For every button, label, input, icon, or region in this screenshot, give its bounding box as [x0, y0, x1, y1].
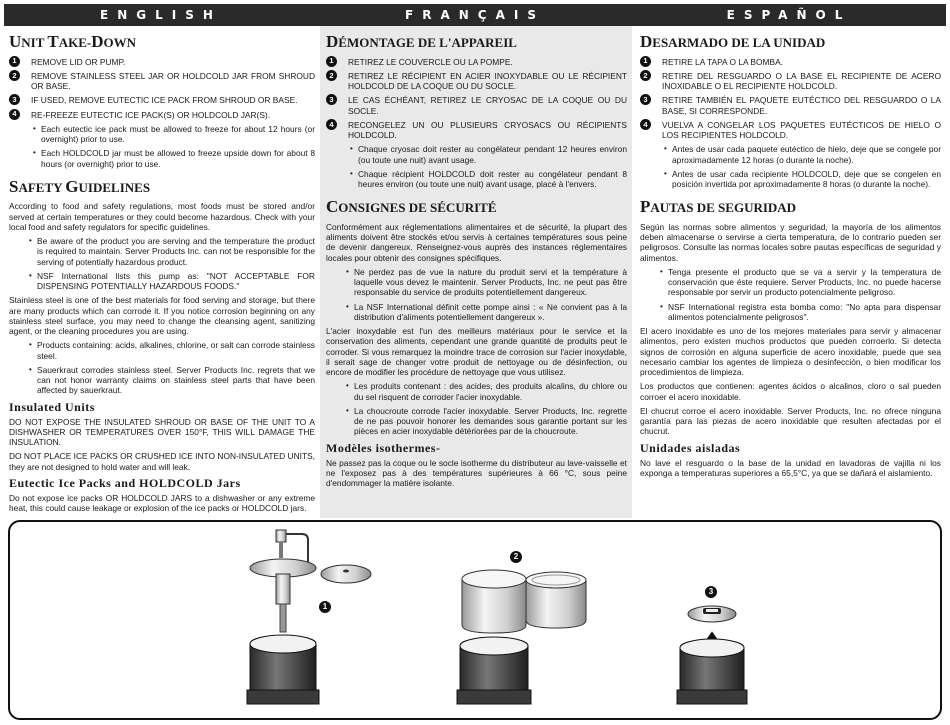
en-safety-title: SAFETY GUIDELINES	[9, 176, 151, 196]
header-francais: FRANÇAIS	[405, 8, 545, 22]
es-step-2: 2 RETIRE DEL RESGUARDO O LA BASE EL RECIPIENTE DE ACERO INOXIDABLE O EL RECIPIENTE HOLDCOLD.	[640, 71, 941, 92]
figure-badge-1: 1	[319, 601, 331, 613]
en-stainless-paragraph: Stainless steel is one of the best materials for food serving and storage, but there are many products which can corrode it. If you notice corrosion beginning on any stainless steel surface, you may need to change the cleansing agent, sanitizing agent, or the cleaning procedures you are using.	[9, 295, 315, 337]
fr-stainless-paragraph: L'acier inoxydable est l'un des meilleurs matériaux pour le service et la conservation des aliments, cependant une grande quantité de produits peut le corroder. Si vous remarquez la moindre trace de corrosion sur l'acier inoxydable, il serait sage de changer votre produit de nettoyage ou de désinfection, ou encore de modifier les procédure de nettoyage que vous utilisez.	[326, 326, 627, 378]
en-step-4: 4 RE-FREEZE EUTECTIC ICE PACK(S) OR HOLDCOLD JAR(S).	[9, 110, 315, 120]
en-safety-bullet: • NSF International lists this pump as: "NOT ACCEPTABLE FOR DISPENSING POTENTIALLY HAZARDOUS FOODS."	[29, 270, 315, 292]
es-safety-title: PAUTAS DE SEGURIDAD	[640, 197, 797, 217]
fr-iso-title: Modèles isothermes-	[326, 440, 441, 455]
en-safety-bullet: • Be aware of the product you are serving and the temperature the product is required to maintain. Server Products Inc. can not be responsible for the serving of potentially hazardous product.	[29, 236, 315, 267]
en-eutectic-title: Eutectic Ice Packs and HOLDCOLD Jars	[9, 475, 241, 490]
fr-safety-bullet: • La NSF International définit cette pompe ainsi : « Ne convient pas à la distribution d'aliments potentiellement dangereux ».	[346, 301, 627, 322]
base-shroud-icon	[247, 635, 319, 704]
en-step-3: 3 IF USED, REMOVE EUTECTIC ICE PACK FROM SHROUD OR BASE.	[9, 95, 315, 105]
en-corrosion-bullet: • Products containing: acids, alkalines, chlorine, or salt can corrode stainless steel.	[29, 340, 315, 361]
disassembly-illustration-panel	[8, 520, 942, 720]
en-takedown-title: UNIT TAKE-DOWN	[9, 32, 137, 51]
es-chucrut-paragraph: El chucrut corroe el acero inoxidable. Server Products, Inc. no ofrece ninguna garantía para las piezas de acero inoxidable que resulten afectadas por el chucrut.	[640, 405, 941, 437]
fr-safety-title: CONSIGNES DE SÉCURITÉ	[326, 197, 497, 217]
es-step-bullet: • Antes de usar cada paquete eutéctico de hielo, deje que se congele por aproximadamente 12 horas (o durante la noche).	[664, 144, 941, 165]
en-step-bullet: • Each HOLDCOLD jar must be allowed to freeze upside down for about 8 hours (or overnight) prior to use.	[33, 148, 315, 169]
en-step-bullet: • Each eutectic ice pack must be allowed to freeze for about 12 hours (or overnight) prior to use.	[33, 123, 315, 145]
fr-safety-bullet: • Ne perdez pas de vue la nature du produit servi et la température à laquelle vous devez le maintenir. Server Products, Inc. ne peut pas être responsable du service de produits potentiellement dangereux.	[346, 266, 627, 298]
base-shroud-icon	[677, 639, 747, 704]
es-safety-bullet: • NSF International registra esta bomba como: "No apta para dispensar alimentos potencialmente peligrosos".	[660, 301, 941, 322]
fr-step-bullet: • Chaque récipient HOLDCOLD doit rester au congélateur pendant 8 heures environ (ou toute une nuit) avant usage, placé à l'envers.	[350, 168, 627, 190]
es-step-bullet: • Antes de usar cada recipiente HOLDCOLD, deje que se congelen en posición invertida por aproximadamente 8 horas (o durante la noche).	[664, 168, 941, 190]
english-column	[4, 26, 320, 518]
fr-step-1: 1 RETIREZ LE COUVERCLE OU LA POMPE.	[326, 57, 627, 67]
ice-pack-icon	[688, 606, 736, 622]
es-step-3: 3 RETIRE TAMBIÉN EL PAQUETE EUTÉCTICO DEL RESGUARDO O LA BASE, SI CORRESPONDE.	[640, 95, 941, 116]
figure-badge-3: 3	[705, 586, 717, 598]
es-safety-bullet: • Tenga presente el producto que se va a servir y la temperatura de conservación que éste requiere. Server Products, Inc. no puede hacerse responsable por servir un producto potencialmente peligroso.	[660, 266, 941, 298]
es-aisladas-paragraph: No lave el resguardo o la base de la unidad en lavadoras de vajilla ni los exponga a temperaturas superiores a 65,5°C, ya que se dañará el aislamiento.	[640, 457, 941, 478]
base-shroud-icon	[457, 637, 531, 704]
es-safety-paragraph: Según las normas sobre alimentos y seguridad, la mayoría de los alimentos deben almacenarse o servirse a cierta temperatura, de lo contrario pueden ser peligrosos. Consulte las normas locales sobre pautas específicas de seguridad y alimentos.	[640, 221, 941, 263]
header-english: ENGLISH	[100, 8, 222, 22]
pump-icon	[250, 530, 316, 632]
fr-step-4: 4 RECONGELEZ UN OU PLUSIEURS CRYOSACS OU RÉCIPIENTS HOLDCOLD.	[326, 120, 627, 141]
french-column	[320, 26, 632, 518]
en-step-1: 1 REMOVE LID OR PUMP.	[9, 57, 315, 67]
es-aisladas-title: Unidades aisladas	[640, 440, 741, 455]
stainless-jar-icon	[462, 570, 526, 633]
fr-iso-paragraph: Ne passez pas la coque ou le socle isotherme du distributeur au lave-vaisselle et ne l'exposez pas à des températures supérieures à 66 °C, sous peine d'endommager la matière isolante.	[326, 457, 627, 489]
fr-step-2: 2 RETIREZ LE RÉCIPIENT EN ACIER INOXYDABLE OU LE RÉCIPIENT HOLDCOLD DE LA COQUE OU DU SOCLE.	[326, 71, 627, 92]
en-insulated-title: Insulated Units	[9, 399, 95, 414]
figure-badge-2: 2	[510, 551, 522, 563]
lid-icon	[321, 565, 371, 583]
en-step-2: 2 REMOVE STAINLESS STEEL JAR OR HOLDCOLD JAR FROM SHROUD OR BASE.	[9, 71, 315, 92]
fr-corrosion-bullet: • La choucroute corrode l'acier inoxydable. Server Products, Inc. regrette de ne pas pouvoir honorer les demandes sous garantie portant sur les pièces en acier inoxydable détériorées par de la choucroute.	[346, 405, 627, 437]
es-stainless-paragraph: El acero inoxidable es uno de los mejores materiales para servir y almacenar alimentos, pero existen muchos productos que pueden corroerlo. Si detecta signos de corrosión en alguna superficie de acero inoxidable, puede que sea necesario cambiar los agentes de limpieza o desinfección, o bien modificar los procedimientos de limpieza.	[640, 326, 941, 378]
en-eutectic-paragraph: Do not expose ice packs OR HOLDCOLD JARS to a dishwasher or any extreme heat, this could cause leakage or explosion of the ice packs or HOLDCOLD jars.	[9, 492, 315, 514]
en-corrosion-bullet: • Sauerkraut corrodes stainless steel. Server Products Inc. regrets that we can not honor warranty claims on stainless steel parts that have been affected by sauerkraut.	[29, 364, 315, 396]
fr-corrosion-bullet: • Les produits contenant : des acides, des produits alcalins, du chlore ou du sel risquent de corroder l'acier inoxydable.	[346, 381, 627, 402]
holdcold-jar-icon	[526, 572, 586, 628]
es-takedown-title: DESARMADO DE LA UNIDAD	[640, 32, 826, 51]
language-header-bar	[4, 4, 946, 26]
es-step-4: 4 VUELVA A CONGELAR LOS PAQUETES EUTÉCTICOS DE HIELO O LOS RECIPIENTES HOLDCOLD.	[640, 120, 941, 141]
en-insulated-warning: DO NOT EXPOSE THE INSULATED SHROUD OR BASE OF THE UNIT TO A DISHWASHER OR TEMPERATURES OVER 150°F, THIS WILL DAMAGE THE INSULATION.	[9, 416, 315, 448]
en-safety-paragraph: According to food and safety regulations, most foods must be stored and/or served at certain temperatures or they could become hazardous. Check with your local food and safety regulators for specific guidelines.	[9, 201, 315, 232]
disassembly-illustration	[10, 522, 944, 722]
header-espanol: ESPAÑOL	[726, 8, 852, 22]
fr-takedown-title: DÉMONTAGE DE L'APPAREIL	[326, 32, 517, 51]
fr-step-3: 3 LE CAS ÉCHÉANT, RETIREZ LE CRYOSAC DE LA COQUE OU DU SOCLE.	[326, 95, 627, 116]
en-ice-warning: DO NOT PLACE ICE PACKS OR CRUSHED ICE INTO NON-INSULATED UNITS, they are not designed to hold water and will leak.	[9, 451, 315, 472]
es-products-paragraph: Los productos que contienen: agentes ácidos o alcalinos, cloro o sal pueden corroer el acero inoxidable.	[640, 381, 941, 402]
spanish-column	[632, 26, 946, 518]
fr-safety-paragraph: Conformément aux réglementations alimentaires et de sécurité, la plupart des aliments doivent être stockés et/ou servis à certaines températures sous peine de devenir dangereux. Renseignez-vous auprès des instances réglementaires locales pour obtenir des consignes spécifiques.	[326, 221, 627, 263]
fr-step-bullet: • Chaque cryosac doit rester au congélateur pendant 12 heures environ (ou toute une nuit) avant usage.	[350, 144, 627, 165]
es-step-1: 1 RETIRE LA TAPA O LA BOMBA.	[640, 57, 941, 67]
